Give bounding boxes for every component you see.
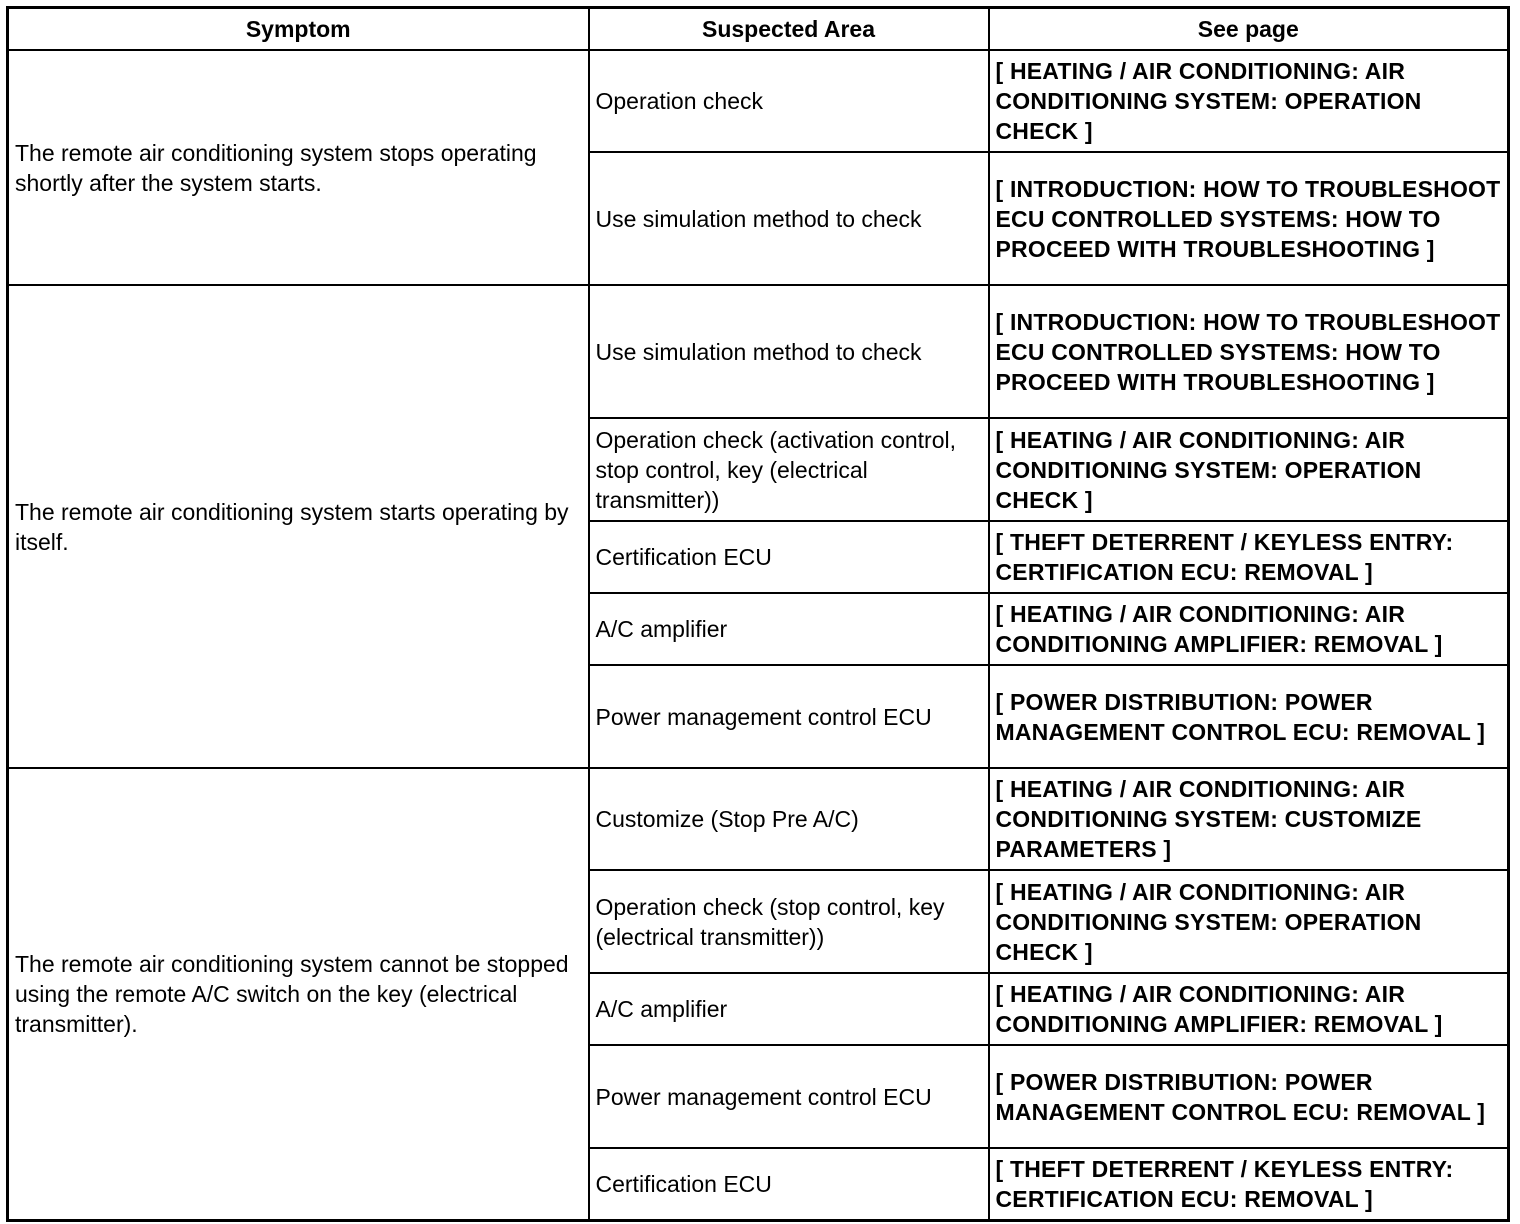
table-row xyxy=(8,50,1509,152)
see-page-link[interactable]: [ HEATING / AIR CONDITIONING: AIR CONDITIONING AMPLIFIER: REMOVAL ] xyxy=(989,973,1509,1045)
see-page-link[interactable]: [ THEFT DETERRENT / KEYLESS ENTRY: CERTIFICATION ECU: REMOVAL ] xyxy=(989,1148,1509,1220)
suspected-area-cell: Operation check xyxy=(589,50,989,152)
suspected-area-cell: Use simulation method to check xyxy=(589,152,989,285)
see-page-link[interactable]: [ POWER DISTRIBUTION: POWER MANAGEMENT CONTROL ECU: REMOVAL ] xyxy=(989,665,1509,768)
see-page-link[interactable]: [ HEATING / AIR CONDITIONING: AIR CONDITIONING SYSTEM: OPERATION CHECK ] xyxy=(989,418,1509,521)
suspected-area-cell: Certification ECU xyxy=(589,521,989,593)
suspected-area-cell: A/C amplifier xyxy=(589,973,989,1045)
header-symptom: Symptom xyxy=(8,8,589,51)
see-page-link[interactable]: [ THEFT DETERRENT / KEYLESS ENTRY: CERTIFICATION ECU: REMOVAL ] xyxy=(989,521,1509,593)
suspected-area-cell: A/C amplifier xyxy=(589,593,989,665)
suspected-area-cell: Operation check (activation control, stop control, key (electrical transmitter)) xyxy=(589,418,989,521)
symptom-cell: The remote air conditioning system cannot be stopped using the remote A/C switch on the key (electrical transmitter). xyxy=(8,768,589,1220)
symptom-cell: The remote air conditioning system stops operating shortly after the system starts. xyxy=(8,50,589,285)
see-page-link[interactable]: [ HEATING / AIR CONDITIONING: AIR CONDITIONING SYSTEM: OPERATION CHECK ] xyxy=(989,870,1509,973)
suspected-area-cell: Use simulation method to check xyxy=(589,285,989,418)
suspected-area-cell: Power management control ECU xyxy=(589,1045,989,1148)
suspected-area-cell: Certification ECU xyxy=(589,1148,989,1220)
header-row xyxy=(8,8,1509,51)
see-page-link[interactable]: [ INTRODUCTION: HOW TO TROUBLESHOOT ECU CONTROLLED SYSTEMS: HOW TO PROCEED WITH TROUBLESHOOTING ] xyxy=(989,285,1509,418)
suspected-area-cell: Customize (Stop Pre A/C) xyxy=(589,768,989,870)
see-page-link[interactable]: [ HEATING / AIR CONDITIONING: AIR CONDITIONING SYSTEM: CUSTOMIZE PARAMETERS ] xyxy=(989,768,1509,870)
symptom-cell: The remote air conditioning system starts operating by itself. xyxy=(8,285,589,768)
see-page-link[interactable]: [ HEATING / AIR CONDITIONING: AIR CONDITIONING AMPLIFIER: REMOVAL ] xyxy=(989,593,1509,665)
table-row xyxy=(8,285,1509,418)
header-see-page: See page xyxy=(989,8,1509,51)
suspected-area-cell: Power management control ECU xyxy=(589,665,989,768)
see-page-link[interactable]: [ POWER DISTRIBUTION: POWER MANAGEMENT CONTROL ECU: REMOVAL ] xyxy=(989,1045,1509,1148)
header-suspected-area: Suspected Area xyxy=(589,8,989,51)
see-page-link[interactable]: [ INTRODUCTION: HOW TO TROUBLESHOOT ECU CONTROLLED SYSTEMS: HOW TO PROCEED WITH TROUBLESHOOTING ] xyxy=(989,152,1509,285)
symptom-table xyxy=(6,6,1510,1222)
suspected-area-cell: Operation check (stop control, key (electrical transmitter)) xyxy=(589,870,989,973)
see-page-link[interactable]: [ HEATING / AIR CONDITIONING: AIR CONDITIONING SYSTEM: OPERATION CHECK ] xyxy=(989,50,1509,152)
table-row xyxy=(8,768,1509,870)
